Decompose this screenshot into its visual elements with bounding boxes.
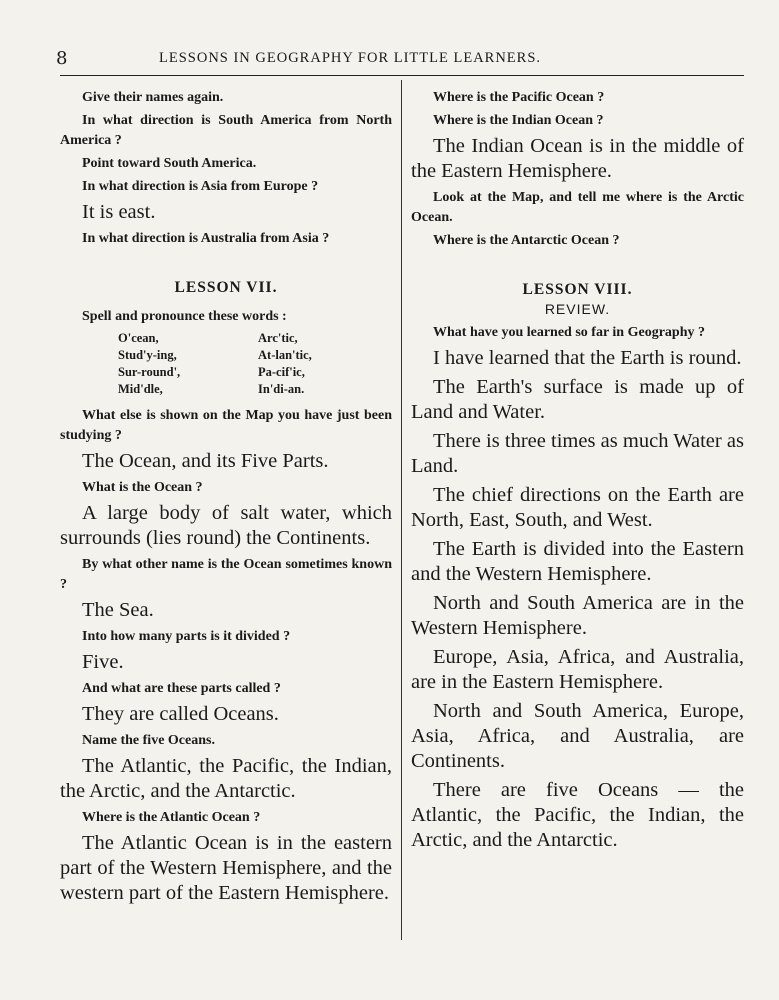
- spelling-word: Arc'tic,: [258, 331, 298, 345]
- answer: The Ocean, and its Five Parts.: [82, 450, 329, 472]
- lesson-subtitle: REVIEW.: [544, 301, 611, 317]
- answer: It is east.: [82, 201, 156, 223]
- question: Where is the Antarctic Ocean ?: [433, 233, 620, 248]
- answer: The Atlantic Ocean is in the eastern part of the Western Hemisphere, and the western part of the Eastern Hemisphere.: [60, 832, 392, 904]
- question: And what are these parts called ?: [82, 681, 281, 696]
- question: What have you learned so far in Geography ?: [433, 325, 705, 340]
- question: Where is the Pacific Ocean ?: [433, 90, 605, 105]
- page-header: [56, 48, 746, 70]
- answer: A large body of salt water, which surrounds (lies round) the Continents.: [60, 502, 392, 549]
- question: Give their names again.: [82, 90, 224, 105]
- answer: North and South America, Europe, Asia, Africa, and Australia, are Continents.: [411, 700, 744, 772]
- page-number: 8: [56, 48, 68, 69]
- question: Name the five Oceans.: [82, 733, 215, 748]
- question: Point toward South America.: [82, 156, 257, 171]
- answer: The Indian Ocean is in the middle of the Eastern Hemisphere.: [411, 135, 744, 182]
- question: Spell and pronounce these words :: [82, 309, 287, 324]
- lesson-title: LESSON VII.: [174, 279, 278, 296]
- answer: North and South America are in the Western Hemisphere.: [411, 592, 744, 639]
- right-column: [411, 86, 744, 857]
- question: By what other name is the Ocean sometimes known ?: [60, 557, 392, 592]
- spelling-word: Stud'y-ing,: [118, 348, 177, 362]
- answer: The Earth is divided into the Eastern and the Western Hemisphere.: [411, 538, 744, 585]
- header-rule: [60, 75, 744, 76]
- spelling-word: Sur-round',: [118, 365, 181, 379]
- column-divider: [401, 80, 402, 940]
- spelling-word: O'cean,: [118, 331, 159, 345]
- question: Look at the Map, and tell me where is the Arctic Ocean.: [411, 190, 744, 225]
- answer: I have learned that the Earth is round.: [433, 347, 742, 369]
- question: Where is the Indian Ocean ?: [433, 113, 604, 128]
- spelling-words: [118, 330, 392, 398]
- left-column: [60, 86, 392, 910]
- answer: The Sea.: [82, 599, 154, 621]
- spelling-word: Pa-cif'ic,: [258, 365, 305, 379]
- question: What is the Ocean ?: [82, 480, 203, 495]
- spelling-word: Mid'dle,: [118, 382, 163, 396]
- spelling-word: In'di-an.: [258, 382, 305, 396]
- running-title: LESSONS IN GEOGRAPHY FOR LITTLE LEARNERS.: [159, 50, 542, 66]
- question: Into how many parts is it divided ?: [82, 629, 291, 644]
- spelling-word: At-lan'tic,: [258, 348, 312, 362]
- question: In what direction is Asia from Europe ?: [82, 179, 319, 194]
- answer: There are five Oceans — the Atlantic, the Pacific, the Indian, the Arctic, and the Antarctic.: [411, 779, 744, 851]
- answer: The Atlantic, the Pacific, the Indian, the Arctic, and the Antarctic.: [60, 755, 392, 802]
- answer: They are called Oceans.: [82, 703, 279, 725]
- answer: There is three times as much Water as Land.: [411, 430, 744, 477]
- question: In what direction is South America from North America ?: [60, 113, 392, 148]
- answer: Five.: [82, 651, 124, 673]
- answer: Europe, Asia, Africa, and Australia, are in the Eastern Hemisphere.: [411, 646, 744, 693]
- answer: The Earth's surface is made up of Land and Water.: [411, 376, 744, 423]
- question: Where is the Atlantic Ocean ?: [82, 810, 261, 825]
- answer: The chief directions on the Earth are North, East, South, and West.: [411, 484, 744, 531]
- question: In what direction is Australia from Asia ?: [82, 231, 330, 246]
- lesson-title: LESSON VIII.: [522, 281, 633, 298]
- question: What else is shown on the Map you have just been studying ?: [60, 408, 392, 443]
